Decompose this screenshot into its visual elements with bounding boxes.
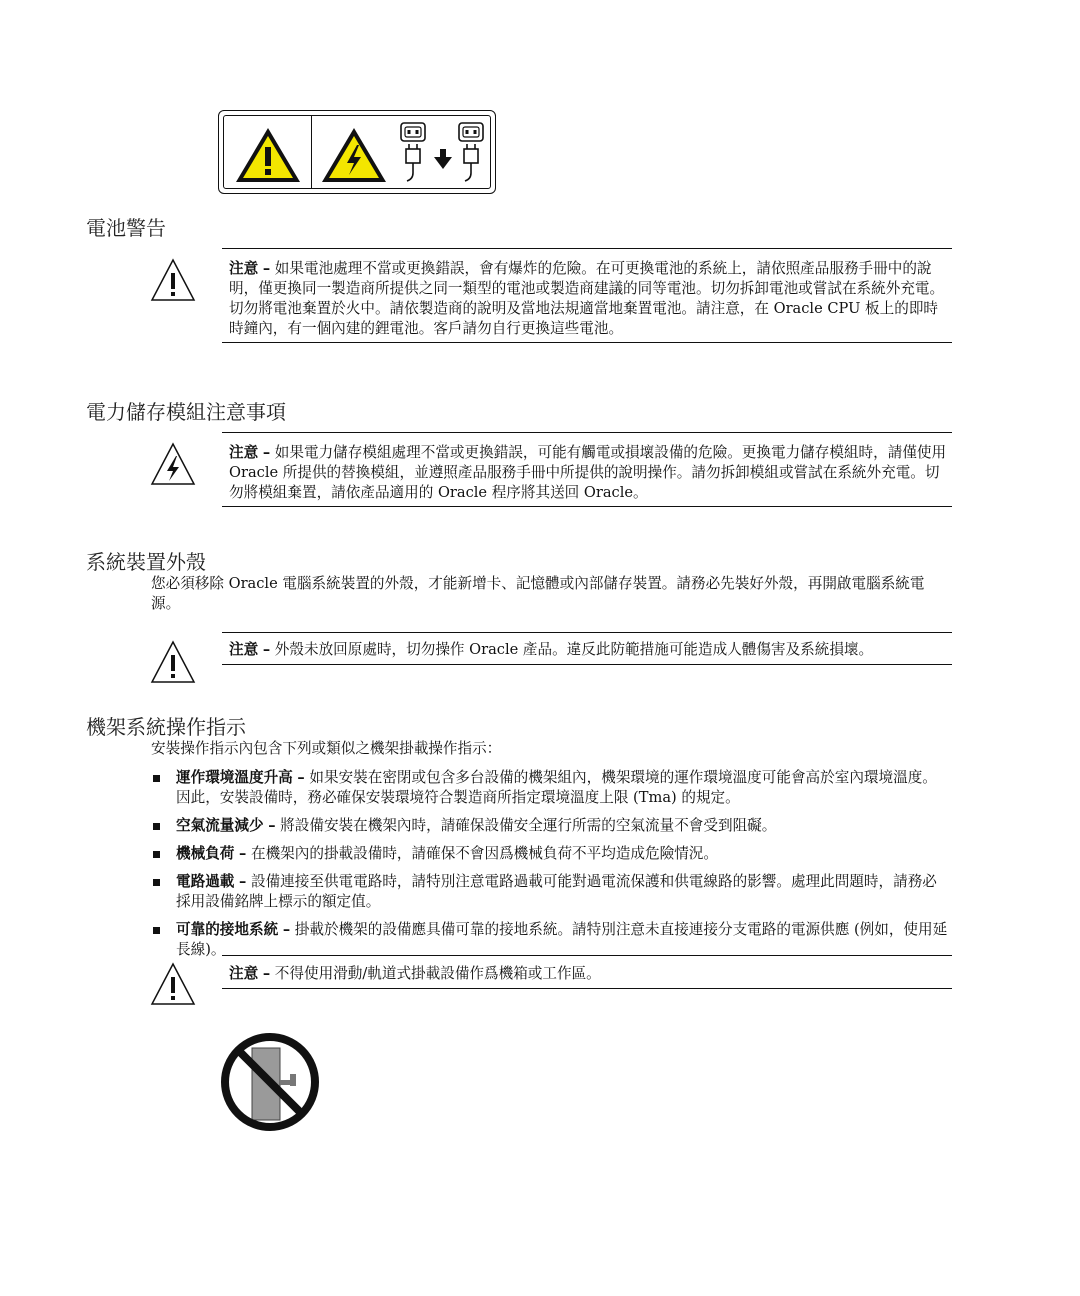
divider <box>222 432 952 433</box>
note-text: 不得使用滑動/軌道式掛載設備作爲機箱或工作區。 <box>274 965 601 982</box>
note-label: 注意 <box>229 444 259 461</box>
item-term: 運作環境溫度升高 <box>176 769 293 786</box>
list-item <box>150 920 950 960</box>
item-text: 在機架內的掛載設備時，請確保不會因爲機械負荷不平均造成危險情況。 <box>250 845 718 862</box>
note-dash: – <box>262 641 271 658</box>
section-title-power-module: 電力儲存模組注意事項 <box>86 400 286 424</box>
note-text: 外殼未放回原處時，切勿操作 Oracle 產品。違反此防範措施可能造成人體傷害及系統損壞。 <box>274 641 874 658</box>
item-term: 機械負荷 <box>176 845 235 862</box>
caution-triangle-icon <box>150 962 196 1006</box>
note-label: 注意 <box>229 641 259 658</box>
divider <box>222 955 952 956</box>
divider <box>222 342 952 343</box>
divider <box>222 632 952 633</box>
item-dash: – <box>297 769 305 786</box>
enclosure-caution-note <box>229 640 951 660</box>
rack-intro: 安裝操作指示內包含下列或類似之機架掛載操作指示： <box>151 740 502 757</box>
section-title-battery: 電池警告 <box>86 216 166 240</box>
rack-instructions-list <box>150 768 950 968</box>
item-text: 設備連接至供電電路時，請特別注意電路過載可能對過電流保護和供電線路的影響。處理此問題時，請務必採用設備銘牌上標示的額定值。 <box>176 873 937 910</box>
item-term: 可靠的接地系統 <box>176 921 279 938</box>
list-item <box>150 816 950 836</box>
item-term: 電路過載 <box>176 873 235 890</box>
battery-caution-note <box>229 259 951 339</box>
note-dash: – <box>262 260 271 277</box>
divider <box>222 664 952 665</box>
note-text: 如果電力儲存模組處理不當或更換錯誤，可能有觸電或損壞設備的危險。更換電力儲存模組時，請僅使用 Oracle 所提供的替換模組，並遵照產品服務手冊中所提供的說明操作。請勿拆卸模組或嘗試在系統外充電。切勿將模組棄置，請依產品適用的 Oracle 程序將其送回 Oracle。 <box>229 444 947 501</box>
divider <box>222 506 952 507</box>
power-module-caution-note <box>229 443 951 503</box>
section-title-enclosure: 系統裝置外殼 <box>86 550 206 574</box>
divider <box>222 988 952 989</box>
note-text: 如果電池處理不當或更換錯誤，會有爆炸的危險。在可更換電池的系統上，請依照產品服務手冊中的說明，僅更換同一製造商所提供之同一類型的電池或製造商建議的同等電池。切勿拆卸電池或嘗試在系統外充電。切勿將電池棄置於火中。請依製造商的說明及當地法規適當地棄置電池。請注意，在 Oracle CPU 板上的即時時鐘內，有一個內建的鋰電池。客戶請勿自行更換這些電池。 <box>229 260 945 337</box>
item-dash: – <box>268 817 276 834</box>
bullet-icon <box>153 775 160 782</box>
item-dash: – <box>239 845 247 862</box>
bullet-icon <box>153 851 160 858</box>
electric-shock-icon <box>319 125 389 185</box>
item-text: 掛載於機架的設備應具備可靠的接地系統。請特別注意未直接連接分支電路的電源供應 (例如，使用延長線)。 <box>176 921 948 958</box>
rack-caution-note <box>229 964 951 984</box>
shock-caution-icon <box>150 442 196 486</box>
note-dash: – <box>262 444 271 461</box>
bullet-icon <box>153 823 160 830</box>
divider <box>222 248 952 249</box>
no-shelf-icon <box>218 1030 322 1134</box>
note-label: 注意 <box>229 260 259 277</box>
item-dash: – <box>239 873 247 890</box>
caution-triangle-icon <box>150 640 196 684</box>
hazard-label <box>218 110 496 194</box>
list-item <box>150 768 950 808</box>
bullet-icon <box>153 879 160 886</box>
item-text: 將設備安裝在機架內時，請確保設備安全運行所需的空氣流量不會受到阻礙。 <box>280 817 777 834</box>
caution-triangle-icon <box>150 258 196 302</box>
section-title-rack: 機架系統操作指示 <box>86 715 246 739</box>
item-text: 如果安裝在密閉或包含多台設備的機架組內，機架環境的運作環境溫度可能會高於室內環境溫度。因此，安裝設備時，務必確保安裝環境符合製造商所指定環境溫度上限 (Tma) 的規定。 <box>176 769 937 806</box>
note-label: 注意 <box>229 965 259 982</box>
warning-triangle-icon <box>233 125 303 185</box>
note-dash: – <box>262 965 271 982</box>
item-term: 空氣流量減少 <box>176 817 264 834</box>
bullet-icon <box>153 927 160 934</box>
item-dash: – <box>282 921 291 938</box>
list-item <box>150 872 950 912</box>
power-disconnect-icon <box>397 121 489 187</box>
list-item <box>150 844 950 864</box>
enclosure-paragraph: 您必須移除 Oracle 電腦系統裝置的外殼，才能新增卡、記憶體或內部儲存裝置。請務必先裝好外殼，再開啟電腦系統電源。 <box>151 575 925 612</box>
